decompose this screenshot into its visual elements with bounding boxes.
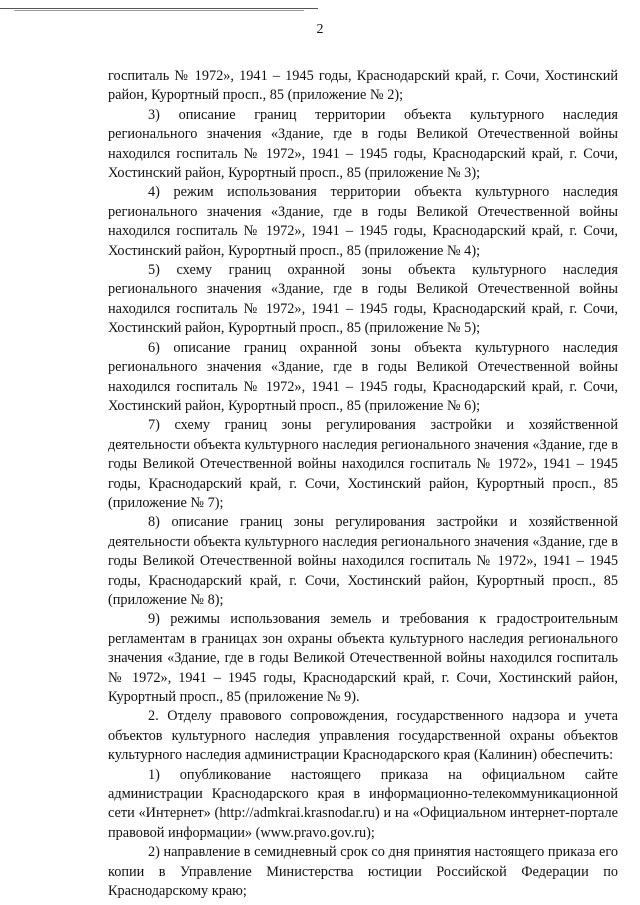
paragraph-item-6: 6) описание границ охранной зоны объекта культурного наследия регионального значения «Здание, где в годы Великой Отечественной войны находился госпиталь № 1972», 1941 – 1945 годы, Краснодарский край, г. Сочи, Хостинский район, Курортный просп., 85 (приложение № 6); [108,339,618,414]
paragraph-item-9: 9) режимы использования земель и требования к градостроительным регламентам в границах зон охраны объекта культурного наследия регионального значения «Здание, где в годы Великой Отечественной войны находился госпиталь № 1972», 1941 – 1945 годы, Краснодарский край, г. Сочи, Хостинский район, Курортный просп., 85 (приложение № 9). [108,611,618,705]
scan-artifact-line-secondary [14,10,304,11]
paragraph-section-2: 2. Отделу правового сопровождения, государственного надзора и учета объектов культурного наследия управления государственной охраны объектов культурного наследия администрации Краснодарского края (Калинин) обеспечить: [108,708,618,764]
paragraph-continuation: госпиталь № 1972», 1941 – 1945 годы, Краснодарский край, г. Сочи, Хостинский район, Курортный просп., 85 (приложение № 2); [108,68,618,104]
paragraph-item-3: 3) описание границ территории объекта культурного наследия регионального значения «Здание, где в годы Великой Отечественной войны находился госпиталь № 1972», 1941 – 1945 годы, Краснодарский край, г. Сочи, Хостинский район, Курортный просп., 85 (приложение № 3); [108,106,618,182]
paragraph-item-5: 5) схему границ охранной зоны объекта культурного наследия регионального значения «Здание, где в годы Великой Отечественной войны находился госпиталь № 1972», 1941 – 1945 годы, Краснодарский край, г. Сочи, Хостинский район, Курортный просп., 85 (приложение № 5); [108,262,618,337]
paragraph-subitem-2: 2) направление в семидневный срок со дня принятия настоящего приказа его копии в Управление Министерства юстиции Российской Федерации по Краснодарскому краю; [108,844,618,900]
scan-artifact-line [0,8,318,9]
document-body [108,67,618,901]
paragraph-item-8: 8) описание границ зоны регулирования застройки и хозяйственной деятельности объекта культурного наследия регионального значения «Здание, где в годы Великой Отечественной войны находился госпиталь № 1972», 1941 – 1945 годы, Краснодарский край, г. Сочи, Хостинский район, Курортный просп., 85 (приложение № 8); [108,514,618,608]
paragraph-item-4: 4) режим использования территории объекта культурного наследия регионального значения «Здание, где в годы Великой Отечественной войны находился госпиталь № 1972», 1941 – 1945 годы, Краснодарский край, г. Сочи, Хостинский район, Курортный просп., 85 (приложение № 4); [108,184,618,259]
page-number: 2 [316,22,324,37]
paragraph-subitem-1: 1) опубликование настоящего приказа на официальном сайте администрации Краснодарского края в информационно-телекоммуникационной сети «Интернет» (http://admkrai.krasnodar.ru) и на «Официальном интернет-портале правовой информации» (www.pravo.gov.ru); [108,766,618,841]
paragraph-item-7: 7) схему границ зоны регулирования застройки и хозяйственной деятельности объекта культурного наследия регионального значения «Здание, где в годы Великой Отечественной войны находился госпиталь № 1972», 1941 – 1945 годы, Краснодарский край, г. Сочи, Хостинский район, Курортный просп., 85 (приложение № 7); [108,417,618,511]
